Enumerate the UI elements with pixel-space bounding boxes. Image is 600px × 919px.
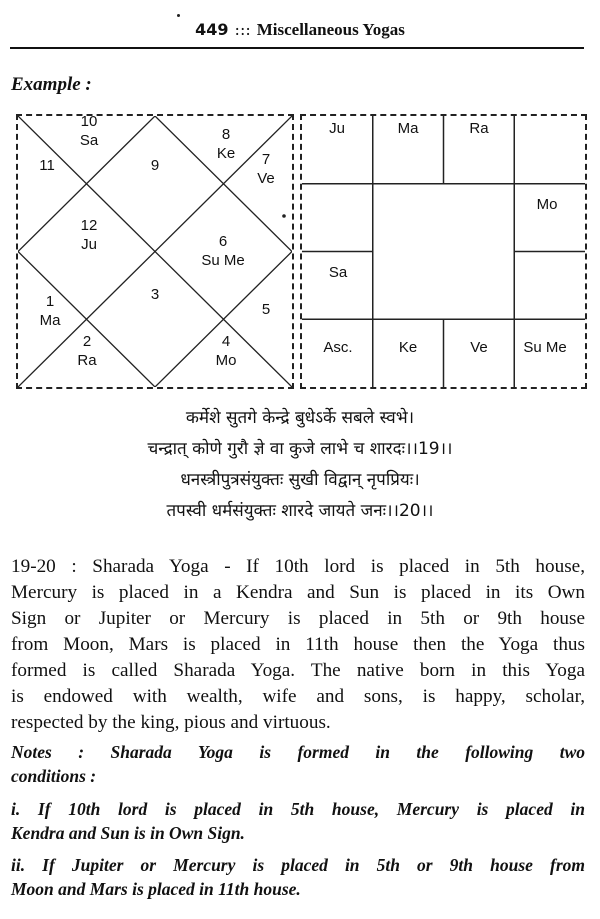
- header-separator: :::: [234, 20, 251, 39]
- sign-cell-sa: Sa: [328, 264, 348, 281]
- house-11: 11: [39, 157, 55, 174]
- house-7: 7 Ve: [257, 151, 275, 187]
- condition-1-line-2: Kendra and Sun is in Own Sign.: [11, 823, 245, 843]
- sign-cell-ma: Ma: [397, 120, 419, 137]
- sign-cell-ve: Ve: [470, 339, 488, 356]
- south-indian-chart: [300, 114, 587, 389]
- house-10: 10 Sa: [79, 113, 99, 149]
- sign-cell-ke: Ke: [398, 339, 418, 356]
- print-speck: [177, 14, 180, 17]
- page-number: 449: [195, 20, 229, 39]
- condition-1-line-1: i. If 10th lord is placed in 5th house, Mercury is placed in: [11, 799, 585, 819]
- translation-line-5: formed is called Sharada Yoga. The native born in this Yoga: [11, 660, 585, 681]
- sloka-line-1: कर्मेशे सुतगे केन्द्रे बुधेऽर्के सबले स्वभे।: [185, 408, 415, 428]
- translation-line-2: Mercury is placed in a Kendra and Sun is placed in its Own: [11, 582, 585, 603]
- north-indian-chart: [16, 114, 294, 389]
- house-12: 12 Ju: [80, 217, 98, 253]
- notes-intro-line-1: Notes : Sharada Yoga is formed in the following two: [11, 742, 585, 762]
- example-heading: Example :: [11, 74, 92, 95]
- translation-line-4: from Moon, Mars is placed in 11th house then the Yoga thus: [11, 634, 585, 655]
- sign-cell-ra: Ra: [469, 120, 489, 137]
- sloka-line-2: चन्द्रात् कोणे गुरौ ज्ञे वा कुजे लाभे च शारदः।।19।।: [147, 439, 453, 459]
- house-9: 9: [150, 157, 160, 174]
- condition-2-line-2: Moon and Mars is placed in 11th house.: [11, 879, 301, 899]
- house-6: 6 Su Me: [201, 233, 245, 269]
- sloka-line-4: तपस्वी धर्मसंयुक्तः शारदे जायते जनः।।20।।: [166, 501, 434, 521]
- page-header: [0, 20, 600, 40]
- translation-line-6: is endowed with wealth, wife and sons, is happy, scholar,: [11, 686, 585, 707]
- chapter-title: Miscellaneous Yogas: [256, 20, 405, 39]
- sign-cell-asc: Asc.: [323, 339, 353, 356]
- header-rule: [10, 47, 584, 49]
- notes-intro-line-2: conditions :: [11, 766, 97, 786]
- sign-cell-ju: Ju: [329, 120, 345, 137]
- translation-line-7: respected by the king, pious and virtuous.: [11, 712, 331, 733]
- sign-cell-mo: Mo: [536, 196, 558, 213]
- sign-cell-su-me: Su Me: [523, 339, 567, 356]
- house-1: 1 Ma: [39, 293, 61, 329]
- sloka-line-3: धनस्त्रीपुत्रसंयुक्तः सुखी विद्वान् नृपप्रियः।: [180, 470, 420, 490]
- house-8: 8 Ke: [216, 126, 236, 162]
- house-3: 3: [150, 286, 160, 303]
- condition-2-line-1: ii. If Jupiter or Mercury is placed in 5th or 9th house from: [11, 855, 585, 875]
- house-5: 5: [261, 301, 271, 318]
- translation-line-3: Sign or Jupiter or Mercury is placed in 5th or 9th house: [11, 608, 585, 629]
- house-2: 2 Ra: [77, 333, 97, 369]
- house-4: 4 Mo: [215, 333, 237, 369]
- translation-line-1: 19-20 : Sharada Yoga - If 10th lord is placed in 5th house,: [11, 556, 585, 577]
